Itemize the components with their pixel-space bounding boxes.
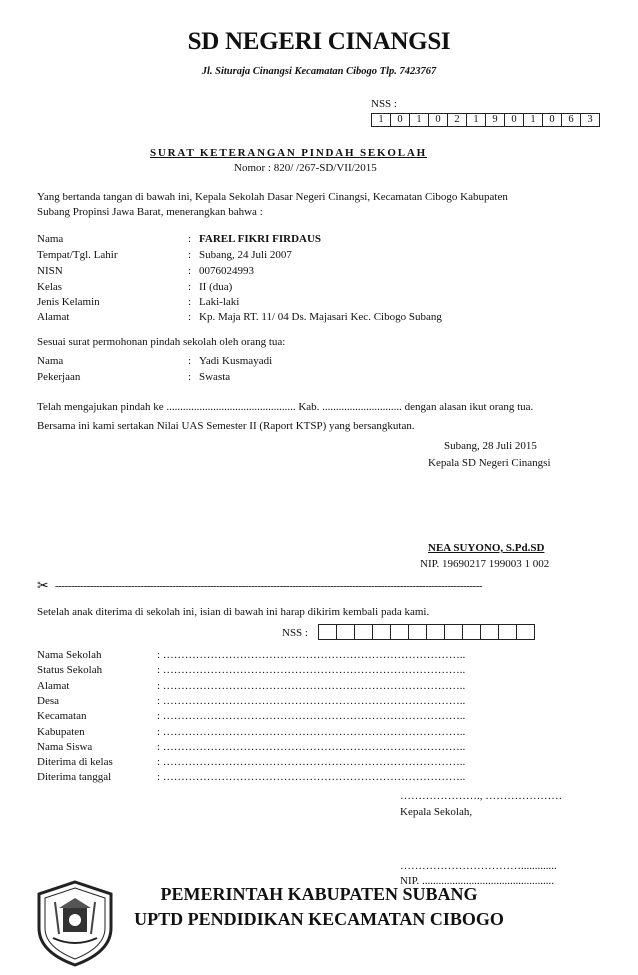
colon: : — [188, 371, 192, 383]
reply-field-label: Status Sekolah — [37, 664, 103, 677]
parent-value: Swasta — [199, 371, 231, 383]
student-value: Laki-laki — [199, 296, 240, 308]
reply-field-label: Nama Sekolah — [37, 649, 102, 661]
school-address: Jl. Situraja Cinangsi Kecamatan Cibogo Tlp. 7423767 — [201, 66, 437, 77]
reply-field-blank[interactable]: : ……………………………………………………………………….. — [157, 725, 466, 738]
nss-digit: 1 — [524, 114, 543, 127]
reply-field-blank[interactable]: : ……………………………………………………………………….. — [157, 740, 466, 753]
reply-field-label: Diterima di kelas — [37, 756, 113, 769]
student-value: II (dua) — [199, 281, 233, 293]
nss-empty-box[interactable] — [408, 624, 427, 640]
scissors-icon: ✂ — [37, 579, 49, 594]
reply-field-label: Nama Siswa — [37, 740, 93, 753]
letter-title: SURAT KETERANGAN PINDAH SEKOLAH — [150, 147, 427, 159]
reply-name-line: ……………………………............. — [400, 860, 557, 872]
reply-field-blank[interactable]: : ……………………………………………………………………….. — [157, 664, 466, 677]
parent-label: Nama — [37, 355, 64, 367]
parent-value: Yadi Kusmayadi — [199, 355, 273, 367]
nss-digit: 0 — [391, 114, 410, 127]
parent-intro: Sesuai surat permohonan pindah sekolah oleh orang tua: — [37, 336, 286, 348]
sign-place-date: Subang, 28 Juli 2015 — [444, 440, 537, 452]
nss-empty-box[interactable] — [318, 624, 337, 640]
student-label: Alamat — [37, 311, 70, 323]
sign-position: Kepala SD Negeri Cinangsi — [428, 457, 551, 469]
student-label: Tempat/Tgl. Lahir — [37, 249, 118, 261]
reply-nss-boxes[interactable] — [318, 624, 534, 640]
parent-label: Pekerjaan — [37, 371, 81, 383]
body-line-2: Bersama ini kami sertakan Nilai UAS Semester II (Raport KTSP) yang bersangkutan. — [37, 420, 415, 432]
intro-line-2: Subang Propinsi Jawa Barat, menerangkan bahwa : — [37, 206, 263, 218]
student-value: Subang, 24 Juli 2007 — [199, 249, 292, 261]
student-label: Kelas — [37, 281, 63, 293]
colon: : — [188, 233, 192, 245]
nss-digit: 3 — [581, 114, 600, 127]
nss-empty-box[interactable] — [426, 624, 445, 640]
nss-empty-box[interactable] — [336, 624, 355, 640]
nss-empty-box[interactable] — [354, 624, 373, 640]
reply-place-date: …………………., ………………… — [400, 790, 563, 802]
intro-line-1: Yang bertanda tangan di bawah ini, Kepala Sekolah Dasar Negeri Cinangsi, Kecamatan Cibogo Kabupaten — [37, 191, 508, 203]
nss-digit: 1 — [372, 114, 391, 127]
reply-field-label: Diterima tanggal — [37, 771, 112, 784]
nss-digit: 6 — [562, 114, 581, 127]
colon: : — [188, 249, 192, 261]
letter-number: Nomor : 820/ /267-SD/VII/2015 — [234, 162, 377, 174]
colon: : — [188, 296, 192, 308]
footer-line-2: UPTD PENDIDIKAN KECAMATAN CIBOGO — [134, 909, 504, 929]
nss-digit: 2 — [448, 114, 467, 127]
footer-line-1: PEMERINTAH KABUPATEN SUBANG — [160, 884, 478, 904]
sign-name: NEA SUYONO, S.Pd.SD — [428, 542, 545, 554]
school-name: SD NEGERI CINANGSI — [187, 28, 451, 55]
reply-field-blank[interactable]: : ……………………………………………………………………….. — [157, 649, 466, 661]
student-label: Nama — [37, 233, 64, 245]
reply-field-label: Alamat — [37, 679, 70, 692]
reply-position: Kepala Sekolah, — [400, 806, 473, 818]
cut-line: --------------------------------------------------------------------------------------------------------------------------------------- — [55, 580, 483, 592]
nss-empty-box[interactable] — [462, 624, 481, 640]
reply-field-blank[interactable]: : ……………………………………………………………………….. — [157, 710, 466, 723]
student-value: 0076024993 — [199, 265, 254, 277]
nss-empty-box[interactable] — [480, 624, 499, 640]
body-line-1: Telah mengajukan pindah ke ............................................... Kab. ............................. dengan alasan ikut orang tua. — [37, 401, 534, 413]
reply-field-label: Desa — [37, 694, 59, 707]
reply-field-label: Kecamatan — [37, 710, 87, 723]
reply-field-blank[interactable]: : ……………………………………………………………………….. — [157, 771, 466, 784]
sign-nip: NIP. 19690217 199003 1 002 — [420, 558, 550, 570]
reply-field-blank[interactable]: : ……………………………………………………………………….. — [157, 756, 466, 769]
nss-empty-box[interactable] — [516, 624, 535, 640]
student-value: FAREL FIKRI FIRDAUS — [199, 233, 322, 245]
nss-digit: 1 — [467, 114, 486, 127]
nss-empty-box[interactable] — [444, 624, 463, 640]
nss-digit: 0 — [429, 114, 448, 127]
reply-intro: Setelah anak diterima di sekolah ini, isian di bawah ini harap dikirim kembali pada kami. — [37, 606, 430, 618]
reply-field-blank[interactable]: : ……………………………………………………………………….. — [157, 694, 466, 707]
colon: : — [188, 281, 192, 293]
nss-empty-box[interactable] — [498, 624, 517, 640]
student-label: Jenis Kelamin — [37, 296, 100, 308]
reply-field-blank[interactable]: : ……………………………………………………………………….. — [157, 679, 466, 692]
nss-boxes — [371, 113, 600, 127]
colon: : — [188, 355, 192, 367]
nss-empty-box[interactable] — [390, 624, 409, 640]
nss-empty-box[interactable] — [372, 624, 391, 640]
colon: : — [188, 311, 192, 323]
student-label: NISN — [37, 265, 63, 277]
colon: : — [188, 265, 192, 277]
nss-digit: 0 — [543, 114, 562, 127]
nss-digit: 1 — [410, 114, 429, 127]
nss-digit: 0 — [505, 114, 524, 127]
nss-digit: 9 — [486, 114, 505, 127]
nss-label: NSS : — [371, 98, 397, 110]
reply-nss-label: NSS : — [282, 627, 308, 639]
reply-field-label: Kabupaten — [37, 725, 85, 738]
student-value: Kp. Maja RT. 11/ 04 Ds. Majasari Kec. Cibogo Subang — [199, 311, 442, 323]
reply-nip-line: NIP. ................................................ — [400, 875, 555, 887]
